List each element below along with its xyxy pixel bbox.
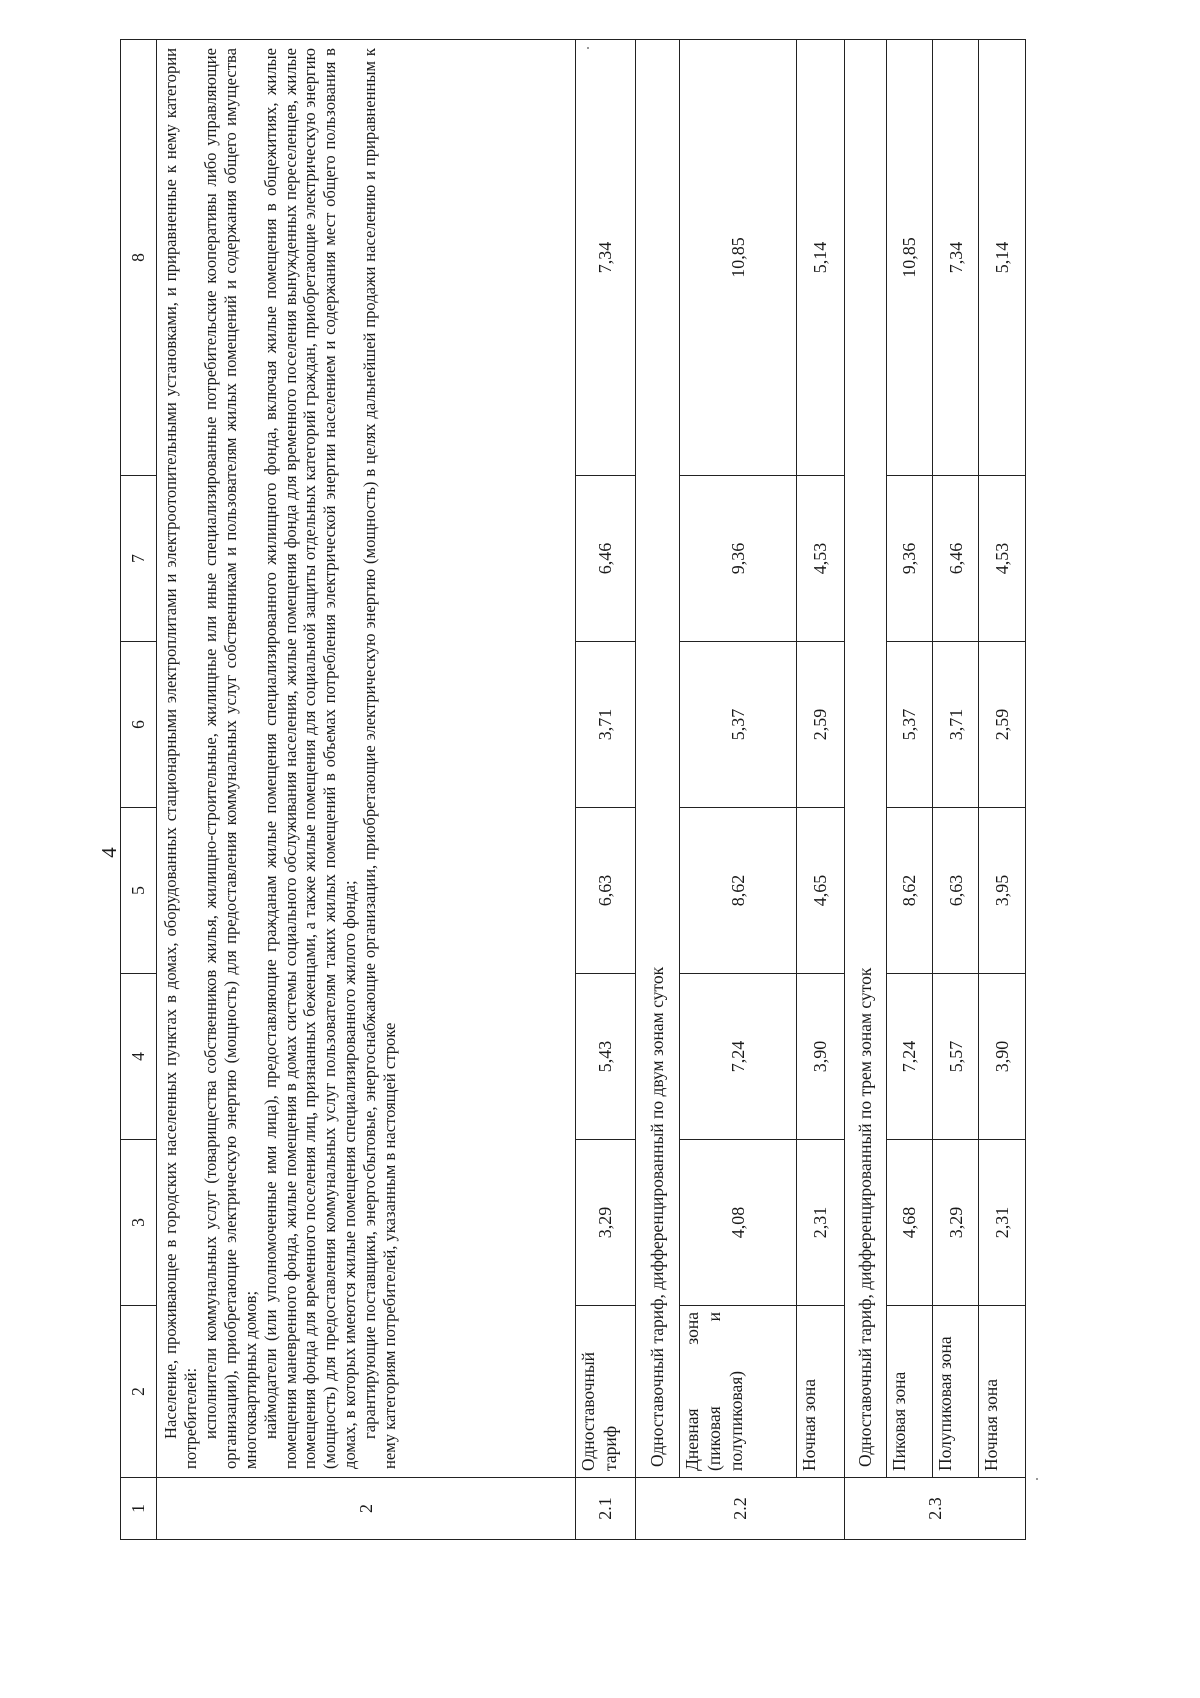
tariff-value: 3,95	[979, 808, 1026, 974]
tariff-value: 10,85	[680, 40, 797, 476]
header-row	[121, 40, 157, 1540]
tariff-value: 5,37	[680, 642, 797, 808]
tariff-value: 3,90	[979, 974, 1026, 1140]
section-heading: Одноставочный тариф, дифференцированный по трем зонам суток	[845, 40, 886, 1478]
zone-label: Дневная зона (пиковая и полупиковая)	[680, 1306, 797, 1478]
zone-label: Полупиковая зона	[933, 1306, 979, 1478]
zone-label: Ночная зона	[796, 1306, 845, 1478]
tariff-value: 4,68	[886, 1140, 932, 1306]
tariff-value: 4,53	[796, 476, 845, 642]
header-cell: 1	[121, 1478, 157, 1540]
tariff-value: 3,71	[576, 642, 636, 808]
tariff-value: 3,90	[796, 974, 845, 1140]
tariff-value: 7,34	[933, 40, 979, 476]
row-number: 2	[157, 1478, 576, 1540]
row-2-3-night	[979, 40, 1026, 1540]
section-heading: Одноставочный тариф, дифференцированный по двум зонам суток	[635, 40, 679, 1478]
tariff-value: 4,53	[979, 476, 1026, 642]
tariff-value: 8,62	[886, 808, 932, 974]
row-number: 2.1	[576, 1478, 636, 1540]
tariff-value: 9,36	[886, 476, 932, 642]
row-2	[157, 40, 576, 1540]
tariff-value: 2,31	[979, 1140, 1026, 1306]
tariff-value: 10,85	[886, 40, 932, 476]
page-number: 4	[96, 847, 121, 858]
tariff-value: 7,24	[886, 974, 932, 1140]
header-cell: 8	[121, 40, 157, 476]
consumer-category-text	[157, 40, 576, 1478]
header-cell: 2	[121, 1306, 157, 1478]
row-2-2-day	[680, 40, 797, 1540]
tariff-table	[120, 39, 1026, 1540]
tariff-value: 4,65	[796, 808, 845, 974]
tariff-value: 5,14	[796, 40, 845, 476]
section-three-zones-row	[845, 40, 886, 1540]
section-two-zones-row	[635, 40, 679, 1540]
tariff-value: 2,59	[979, 642, 1026, 808]
tariff-value: 7,24	[680, 974, 797, 1140]
zone-label: Ночная зона	[979, 1306, 1026, 1478]
scan-speck	[1036, 1478, 1038, 1480]
header-cell: 7	[121, 476, 157, 642]
tariff-value: 6,46	[933, 476, 979, 642]
paragraph: наймодатели (или уполномоченные ими лица), предоставляющие гражданам жилые помещения специализированного жилищного фонда, включая жилые помещения в общежитиях, жилые помещения маневренного фонда, жилые помещения в домах системы социального обслуживания населения, жилые помещения фонда для временного поселения вынужденных переселенцев, жилые помещения фонда для временного поселения лиц, признанных беженцами, а также жилые помещения для социальной защиты отдельных категорий граждан, приобретающие электрическую энергию (мощность) для предоставления коммунальных услуг пользователям таких жилых помещений в объемах потребления электрической энергии населением и содержания мест общего пользования в домах, в которых имеются жилые помещения специализированного жилого фонда;	[260, 48, 360, 1469]
tariff-value: 2,59	[796, 642, 845, 808]
tariff-value: 8,62	[680, 808, 797, 974]
tariff-value: 2,31	[796, 1140, 845, 1306]
row-2-3-peak	[886, 40, 932, 1540]
tariff-value: 3,29	[933, 1140, 979, 1306]
header-cell: 4	[121, 974, 157, 1140]
header-cell: 6	[121, 642, 157, 808]
tariff-value: 3,71	[933, 642, 979, 808]
row-number: 2.3	[845, 1478, 1026, 1540]
tariff-value: 6,63	[576, 808, 636, 974]
row-number: 2.2	[635, 1478, 844, 1540]
tariff-value: 6,46	[576, 476, 636, 642]
tariff-value: 5,14	[979, 40, 1026, 476]
paragraph: Население, проживающее в городских населенных пунктах в домах, оборудованных стационарными электроплитами и электроотопительными установками, и приравненные к нему категории потребителей:	[161, 48, 201, 1469]
tariff-value: 3,29	[576, 1140, 636, 1306]
tariff-value: 5,37	[886, 642, 932, 808]
paragraph: гарантирующие поставщики, энергосбытовые, энергоснабжающие организации, приобретающие электрическую энергию (мощность) в целях дальнейшей продажи населению и приравненным к нему категориям потребителей, указанным в настоящей строке	[360, 48, 400, 1469]
row-2-1	[576, 40, 636, 1540]
rotated-table-container	[120, 40, 1026, 1540]
tariff-value: 4,08	[680, 1140, 797, 1306]
header-cell: 5	[121, 808, 157, 974]
row-2-3-half-peak	[933, 40, 979, 1540]
tariff-value: 9,36	[680, 476, 797, 642]
row-2-2-night	[796, 40, 845, 1540]
zone-label: Пиковая зона	[886, 1306, 932, 1478]
paragraph: исполнители коммунальных услуг (товарищества собственников жилья, жилищно-строительные, жилищные или иные специализированные потребительские кооперативы либо управляющие организации), приобретающие электрическую энергию (мощность) для предоставления коммунальных услуг собственникам и пользователям жилых помещений и содержания общего имущества многоквартирных домов;	[200, 48, 260, 1469]
header-cell: 3	[121, 1140, 157, 1306]
tariff-value: 5,43	[576, 974, 636, 1140]
tariff-label: Одноставочный тариф	[576, 1306, 636, 1478]
tariff-value: 7,34	[576, 40, 636, 476]
tariff-value: 6,63	[933, 808, 979, 974]
tariff-value: 5,57	[933, 974, 979, 1140]
